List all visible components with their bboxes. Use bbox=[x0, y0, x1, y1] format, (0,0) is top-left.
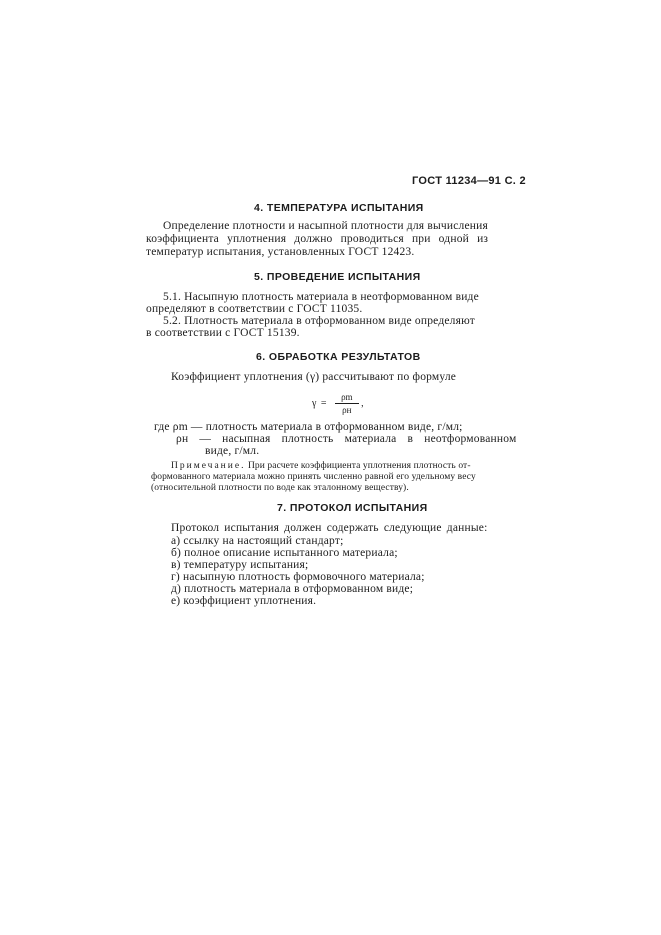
formula-lhs: γ bbox=[312, 397, 317, 409]
section-7-heading: 7. ПРОТОКОЛ ИСПЫТАНИЯ bbox=[277, 502, 428, 514]
note-line-3: (относительной плотности по воде как эталонному веществу). bbox=[151, 483, 409, 493]
formula-fraction bbox=[335, 392, 359, 415]
section-5-line-3: 5.2. Плотность материала в отформованном виде определяют bbox=[163, 315, 475, 327]
note-first-line bbox=[171, 461, 471, 471]
formula-tail: , bbox=[361, 397, 364, 409]
protocol-item-g: г) насыпную плотность формовочного материала; bbox=[171, 571, 425, 583]
section-5-heading: 5. ПРОВЕДЕНИЕ ИСПЫТАНИЯ bbox=[254, 271, 421, 283]
formula-equals: = bbox=[320, 397, 327, 409]
section-4-line-3: температур испытания, установленных ГОСТ 12423. bbox=[146, 246, 415, 258]
where-line-2: ρн — насыпная плотность материала в неотформованном bbox=[176, 433, 517, 445]
formula-denominator: ρн bbox=[342, 405, 352, 415]
density-ratio-formula bbox=[312, 392, 364, 415]
section-5-line-4: в соответствии с ГОСТ 15139. bbox=[146, 327, 300, 339]
formula-numerator: ρm bbox=[335, 392, 359, 404]
section-5-line-2: определяют в соответствии с ГОСТ 11035. bbox=[146, 303, 363, 315]
section-6-intro: Коэффициент уплотнения (γ) рассчитывают по формуле bbox=[171, 371, 457, 383]
standard-header: ГОСТ 11234—91 С. 2 bbox=[412, 175, 526, 187]
note-label: Примечание. bbox=[171, 461, 246, 471]
section-4-line-2: коэффициента уплотнения должно проводиться при одной из bbox=[146, 233, 489, 245]
protocol-item-e: е) коэффициент уплотнения. bbox=[171, 595, 317, 607]
section-5-line-1: 5.1. Насыпную плотность материала в неотформованном виде bbox=[163, 291, 479, 303]
where-line-3: виде, г/мл. bbox=[205, 445, 260, 457]
note-line-2: формованного материала можно принять численно равной его удельному весу bbox=[151, 472, 476, 482]
note-line-1: При расчете коэффициента уплотнения плотность от- bbox=[247, 461, 471, 471]
section-7-intro: Протокол испытания должен содержать следующие данные: bbox=[171, 522, 488, 534]
section-6-heading: 6. ОБРАБОТКА РЕЗУЛЬТАТОВ bbox=[256, 351, 421, 363]
protocol-item-v: в) температуру испытания; bbox=[171, 559, 309, 571]
protocol-item-a: а) ссылку на настоящий стандарт; bbox=[171, 535, 344, 547]
protocol-item-d: д) плотность материала в отформованном виде; bbox=[171, 583, 414, 595]
section-4-heading: 4. ТЕМПЕРАТУРА ИСПЫТАНИЯ bbox=[254, 202, 424, 214]
section-4-line-1: Определение плотности и насыпной плотности для вычисления bbox=[163, 220, 488, 232]
protocol-item-b: б) полное описание испытанного материала; bbox=[171, 547, 398, 559]
where-line-1: где ρm — плотность материала в отформованном виде, г/мл; bbox=[154, 421, 463, 433]
